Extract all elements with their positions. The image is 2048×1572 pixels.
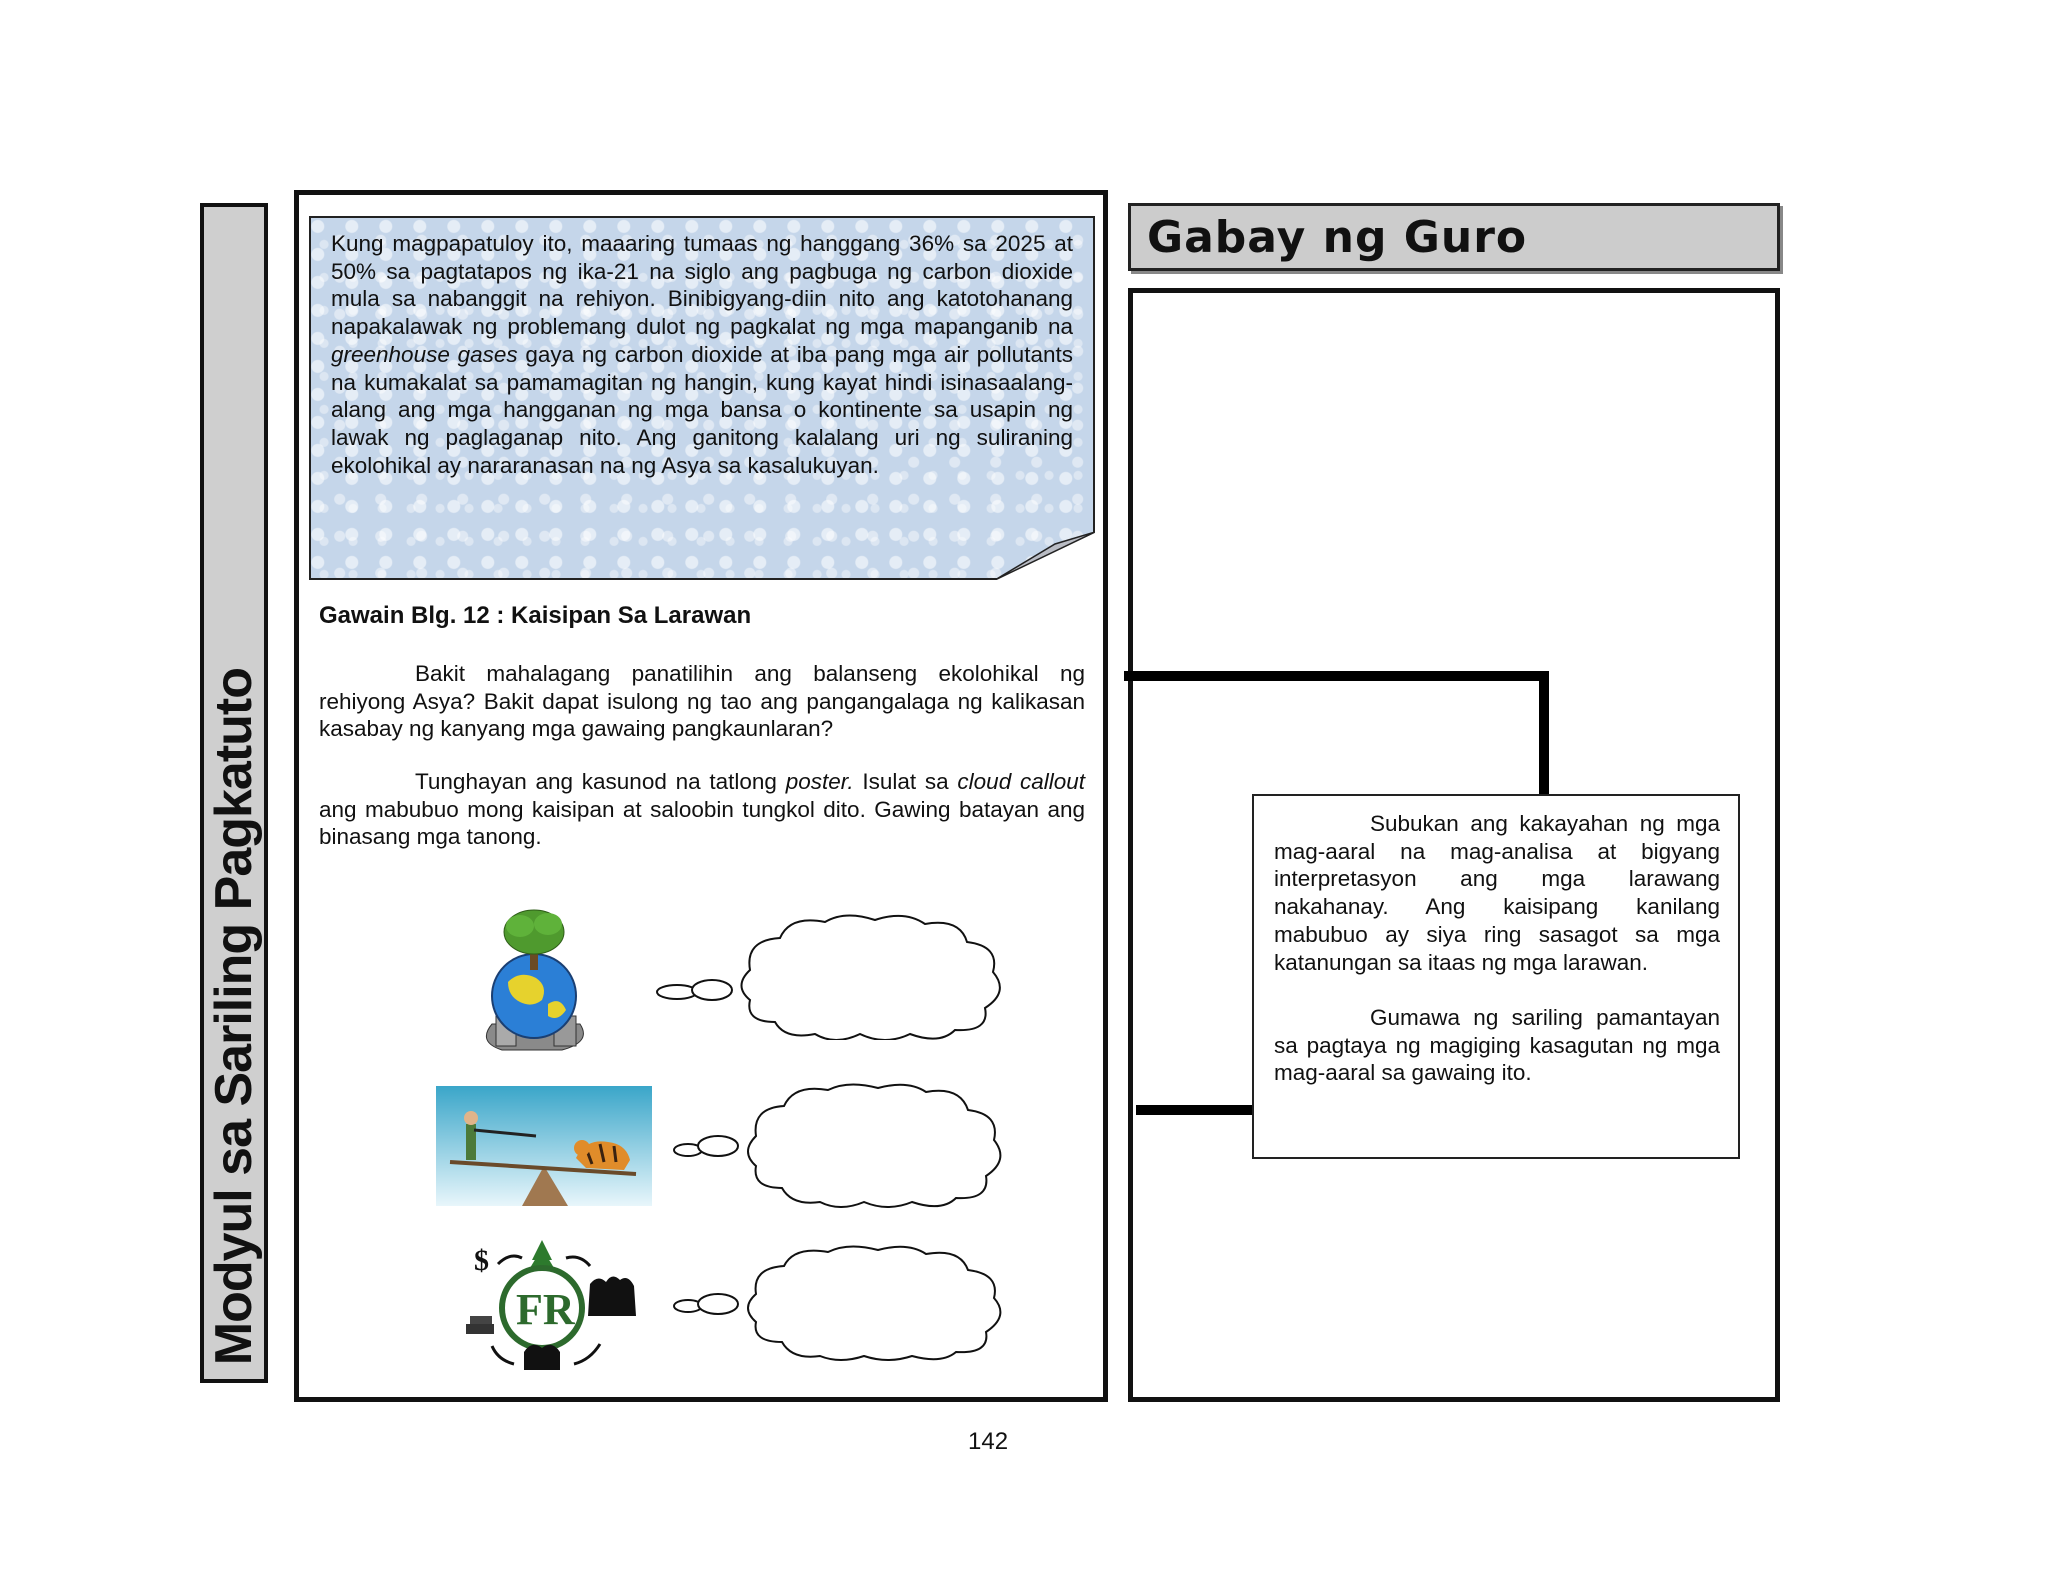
side-tab-label: Modyul sa Sariling Pagkatuto <box>205 667 263 1365</box>
cloud-callout <box>668 1242 1030 1362</box>
note-box <box>309 216 1095 580</box>
activity-title: Gawain Blg. 12 : Kaisipan Sa Larawan <box>319 602 752 629</box>
poster-globe-tree <box>462 904 606 1054</box>
activity-question: Bakit mahalagang panatilihin ang balanseng ekolohikal ng rehiyong Asya? Bakit dapat isulong ng tao ang pangangalaga ng kalikasan kasabay ng kanyang mga gawaing pangkaunlaran? <box>319 661 1085 742</box>
poster-fr-cycle <box>450 1236 644 1376</box>
page-number: 142 <box>968 1428 1009 1455</box>
side-tab <box>200 203 268 1383</box>
cloud-callout <box>668 1080 1030 1208</box>
guide-title: Gabay ng Guro <box>1147 212 1528 263</box>
svg-text:$: $ <box>474 1244 489 1277</box>
poster-hunter-tiger <box>436 1086 652 1206</box>
page-curl-icon <box>995 532 1095 580</box>
svg-text:FR: FR <box>516 1285 575 1334</box>
note-emphasis: greenhouse gases <box>331 341 518 367</box>
note-paragraph: Kung magpapatuloy ito, maaaring tumaas ng hanggang 36% sa 2025 at 50% sa pagtatapos ng ika-21 na siglo ang pagbuga ng carbon dioxide mula sa nabanggit na rehiyon. Binibigyang-diin nito ang katotohanang napakalawak ng problemang dulot ng pagkalat ng mga mapanganib na greenhouse gases gaya ng carbon dioxide at iba pang mga air pollutants na kumakalat sa pamamagitan ng hangin, kung kayat hindi isinasaalang-alang ang mga hangganan ng mga bansa o kontinente sa usapin ng lawak ng paglaganap nito. Ang ganitong kalalang uri ng suliraning ekolohikal ay nararanasan na ng Asya sa kasalukuyan. <box>331 231 1073 478</box>
guide-header <box>1128 203 1780 271</box>
cloud-callout <box>655 910 1030 1040</box>
guide-note-box <box>1252 794 1740 1159</box>
guide-note-text: Subukan ang kakayahan ng mga mag-aaral na mag-analisa at bigyang interpretasyon ang mga larawang nakahanay. Ang kaisipang kanilang mabubuo ay siya ring sasagot sa mga katanungan sa itaas ng mga larawan. Gumawa ng sariling pamantayan sa pagtaya ng magiging kasagutan ng mga mag-aaral sa gawaing ito. <box>1274 811 1720 1086</box>
activity-instructions: Tunghayan ang kasunod na tatlong poster. Isulat sa cloud callout ang mabubuo mong kaisipan at saloobin tungkol dito. Gawing batayan ang binasang mga tanong. <box>319 769 1085 850</box>
